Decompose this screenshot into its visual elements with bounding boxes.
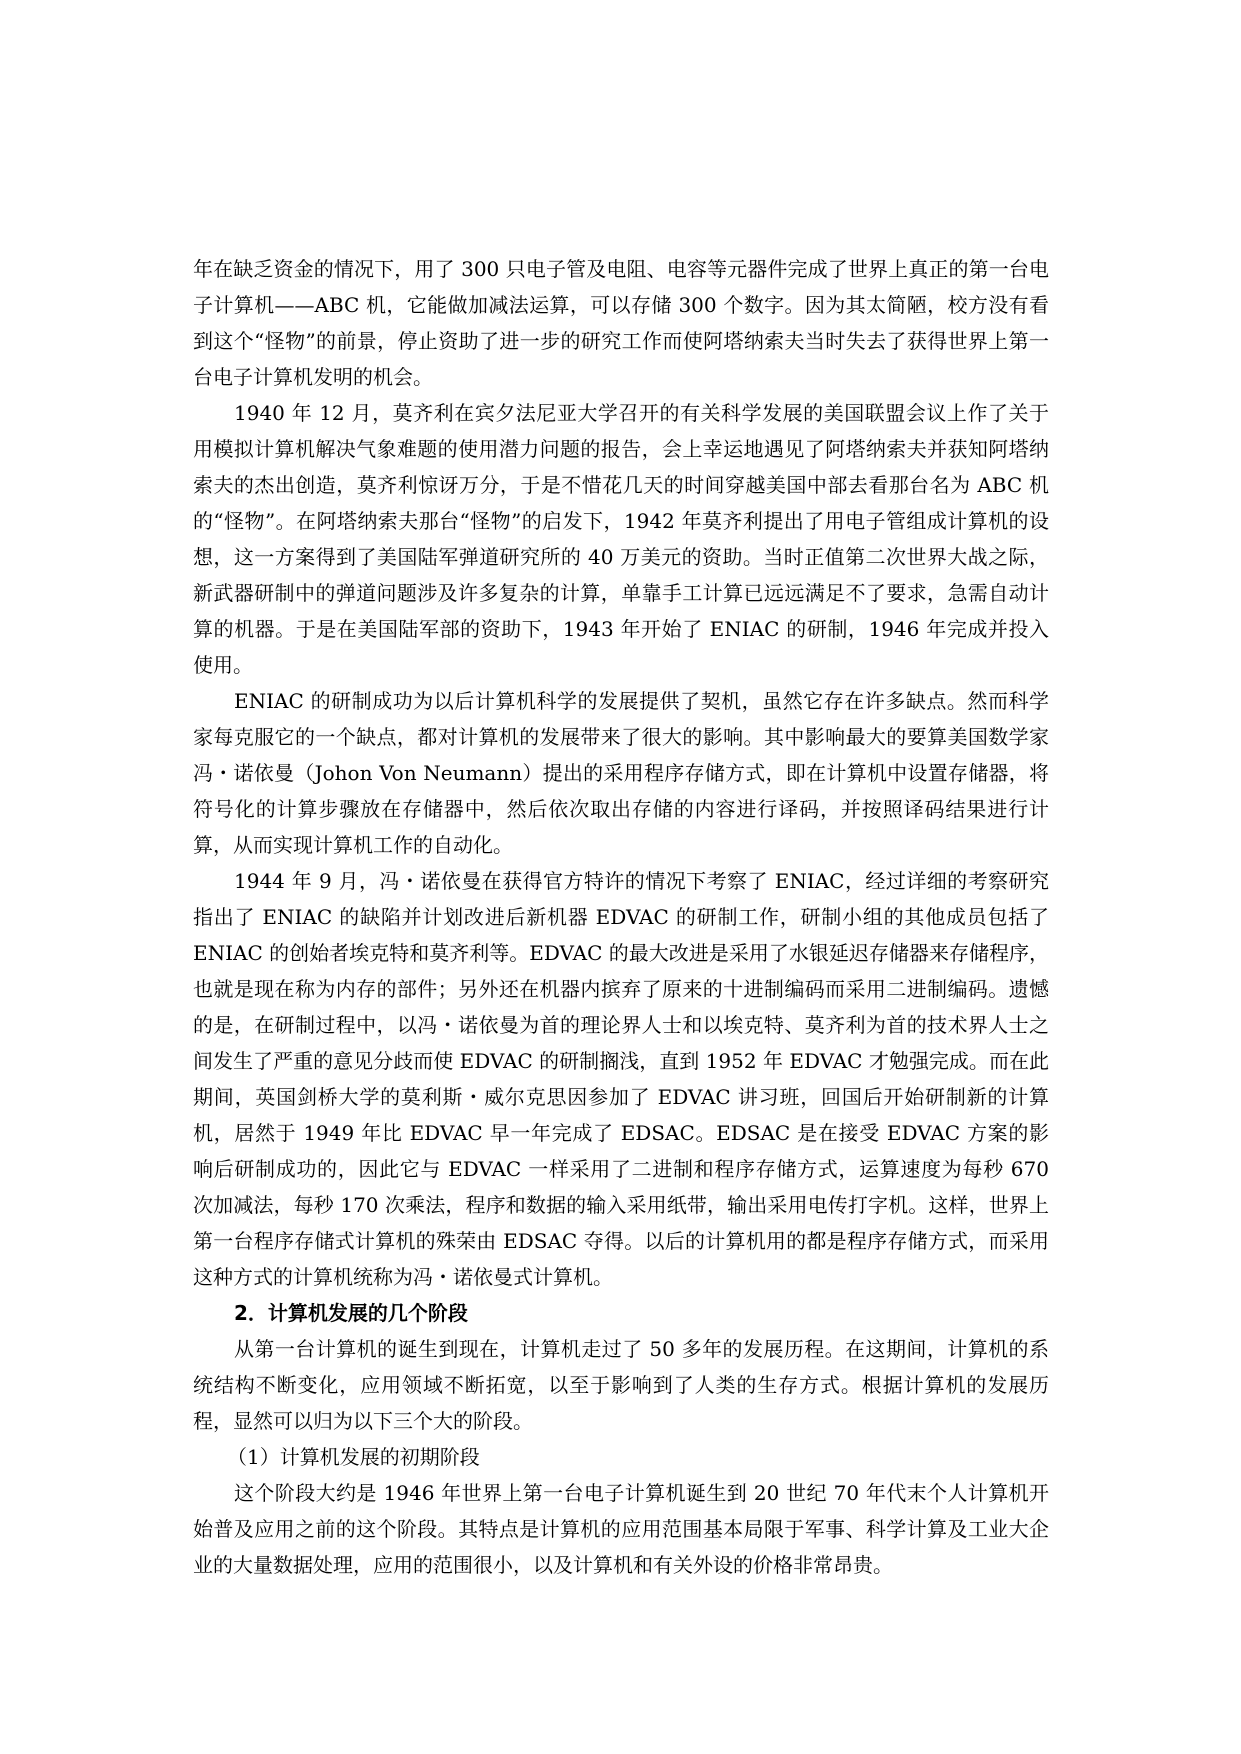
document-page bbox=[193, 251, 1049, 1583]
paragraph-stages-intro: 从第一台计算机的诞生到现在，计算机走过了 50 多年的发展历程。在这期间，计算机的系统结构不断变化，应用领域不断拓宽，以至于影响到了人类的生存方式。根据计算机的发展历程，显然可以归为以下三个大的阶段。 bbox=[193, 1337, 1049, 1433]
subheading-initial-stage: （1）计算机发展的初期阶段 bbox=[227, 1445, 480, 1469]
paragraph-edvac-edsac: 1944 年 9 月，冯・诺依曼在获得官方特许的情况下考察了 ENIAC，经过详细的考察研究指出了 ENIAC 的缺陷并计划改进后新机器 EDVAC 的研制工作，研制小组的其他成员包括了 ENIAC 的创始者埃克特和莫齐利等。EDVAC 的最大改进是采用了水银延迟存储器来存储程序，也就是现在称为内存的部件；另外还在机器内摈弃了原来的十进制编码而采用二进制编码。遗憾的是，在研制过程中，以冯・诺依曼为首的理论界人士和以埃克特、莫齐利为首的技术界人士之间发生了严重的意见分歧而使 EDVAC 的研制搁浅，直到 1952 年 EDVAC 才勉强完成。而在此期间，英国剑桥大学的莫利斯・威尔克思因参加了 EDVAC 讲习班，回国后开始研制新的计算机，居然于 1949 年比 EDVAC 早一年完成了 EDSAC。EDSAC 是在接受 EDVAC 方案的影响后研制成功的，因此它与 EDVAC 一样采用了二进制和程序存储方式，运算速度为每秒 670 次加减法，每秒 170 次乘法，程序和数据的输入采用纸带，输出采用电传打字机。这样，世界上第一台程序存储式计算机的殊荣由 EDSAC 夺得。以后的计算机用的都是程序存储方式，而采用这种方式的计算机统称为冯・诺依曼式计算机。 bbox=[193, 869, 1049, 1289]
section-heading-stages: 2．计算机发展的几个阶段 bbox=[234, 1301, 468, 1325]
paragraph-eniac-success: ENIAC 的研制成功为以后计算机科学的发展提供了契机，虽然它存在许多缺点。然而科学家每克服它的一个缺点，都对计算机的发展带来了很大的影响。其中影响最大的要算美国数学家冯・诺依曼（Johon Von Neumann）提出的采用程序存储方式，即在计算机中设置存储器，将符号化的计算步骤放在存储器中，然后依次取出存储的内容进行译码，并按照译码结果进行计算，从而实现计算机工作的自动化。 bbox=[193, 689, 1049, 857]
paragraph-initial-stage: 这个阶段大约是 1946 年世界上第一台电子计算机诞生到 20 世纪 70 年代末个人计算机开始普及应用之前的这个阶段。其特点是计算机的应用范围基本局限于军事、科学计算及工业大企业的大量数据处理，应用的范围很小，以及计算机和有关外设的价格非常昂贵。 bbox=[193, 1481, 1049, 1577]
paragraph-mauchly-1940: 1940 年 12 月，莫齐利在宾夕法尼亚大学召开的有关科学发展的美国联盟会议上作了关于用模拟计算机解决气象难题的使用潜力问题的报告，会上幸运地遇见了阿塔纳索夫并获知阿塔纳索夫的杰出创造，莫齐利惊讶万分，于是不惜花几天的时间穿越美国中部去看那台名为 ABC 机的“怪物”。在阿塔纳索夫那台“怪物”的启发下，1942 年莫齐利提出了用电子管组成计算机的设想，这一方案得到了美国陆军弹道研究所的 40 万美元的资助。当时正值第二次世界大战之际，新武器研制中的弹道问题涉及许多复杂的计算，单靠手工计算已远远满足不了要求，急需自动计算的机器。于是在美国陆军部的资助下，1943 年开始了 ENIAC 的研制，1946 年完成并投入使用。 bbox=[193, 401, 1049, 677]
paragraph-abc-machine: 年在缺乏资金的情况下，用了 300 只电子管及电阻、电容等元器件完成了世界上真正的第一台电子计算机——ABC 机，它能做加减法运算，可以存储 300 个数字。因为其太简陋，校方没有看到这个“怪物”的前景，停止资助了进一步的研究工作而使阿塔纳索夫当时失去了获得世界上第一台电子计算机发明的机会。 bbox=[193, 257, 1049, 389]
